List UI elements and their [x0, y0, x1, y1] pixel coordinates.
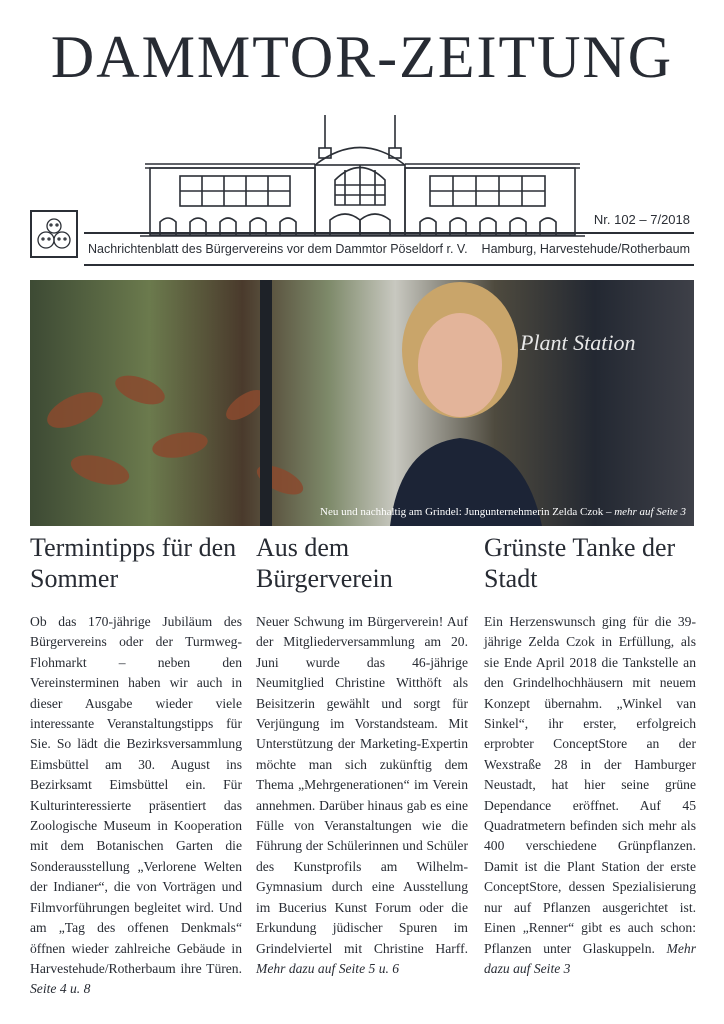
article-body: Ob das 170-jährige Jubiläum des Bürgervereins oder der Turmweg-Flohmarkt – neben den Vereinsterminen haben wir auch in dieser Ausgabe wieder viele interessante Veranstaltungstipps für Sie. So lädt die Bezirksversammlung Eimsbüttel am 30. August ins Bezirksamt Eimsbüttel ein. Für Kulturinteressierte präsentiert das Zoologische Museum in Kooperation mit dem Botanischen Garten die Sonderausstellung „Verlorene Welten der Indianer“, die von Vorträgen und Filmvorführungen begleitet wird. Und am „Tag des offenen Denkmals“ öffnen wieder zahlreiche Gebäude in Harvestehude/Rotherbaum ihre Türen. Seite 4 u. 8	[30, 614, 242, 997]
article-page-ref: Mehr dazu auf Seite 3	[484, 940, 696, 976]
photo-caption	[320, 506, 686, 518]
location-line: Hamburg, Harvestehude/Rotherbaum	[481, 242, 690, 256]
article-body: Ein Herzenswunsch ging für die 39-jährige Zelda Czok in Erfüllung, als sie Ende April 2018 die Tankstelle an den Grindelhochhäusern mit neuem Konzept übernahm. „Winkel van Sinkel“, ihr erster, erfolgreich erprobter ConceptStore an der Wexstraße 28 in der Hamburger Neustadt, hat hier seine grüne Dependance eröffnet. Auf 45 Quadratmetern befinden sich mehr als 400 verschiedene Grünpflanzen. Damit ist die Plant Station der erste ConceptStore, dessen Spezialisierung nur auf Pflanzen ausgerichtet ist. Einen „Renner“ gibt es auch schon: Pflanzen unter Glaskuppeln. Mehr dazu auf Seite 3	[484, 614, 696, 976]
article-title: Grünste Tanke der Stadt	[484, 533, 676, 593]
article-gruenste-tanke	[484, 532, 696, 979]
article-body: Neuer Schwung im Bürgerverein! Auf der Mitgliederversammlung am 20. Juni wurde das 46-jährige Neumitglied Christine Witthöft als Beisitzerin gewählt und sorgt für Verjüngung im Vorstandsteam. Mit Unterstützung der Marketing-Expertin möchte man sich zukünftig dem Thema „Mehrgenerationen“ im Verein annehmen. Darüber hinaus gab es eine Fülle von Veranstaltungen wie die Führung der Schülerinnen und Schüler des Kunstprofils am Wilhelm-Gymnasium durch eine Ausstellung im Bucerius Kunst Forum oder die Erkundung jüdischer Spuren im Grindelviertel mit Christine Harff. Mehr dazu auf Seite 5 u. 6	[256, 614, 468, 976]
header-rule-bottom	[84, 264, 694, 266]
issue-number: Nr. 102 – 7/2018	[593, 212, 690, 227]
publisher-line: Nachrichtenblatt des Bürgervereins vor dem Dammtor Pöseldorf r. V.	[88, 242, 468, 256]
article-termintipps	[30, 532, 242, 1000]
masthead-title: DAMMTOR-ZEITUNG	[50, 24, 674, 90]
article-buergerverein	[256, 532, 468, 979]
cover-photo-illustration	[30, 280, 694, 526]
article-page-ref: Mehr dazu auf Seite 5 u. 6	[256, 960, 400, 976]
photo-caption-ref: mehr auf Seite 3	[614, 506, 686, 518]
association-logo	[30, 210, 78, 258]
article-title: Termintipps für den Sommer	[30, 533, 237, 593]
plant-station-sign: Plant Station	[520, 330, 636, 355]
header-rule-top	[84, 232, 694, 234]
cover-photo	[30, 280, 694, 526]
faces-icon	[32, 212, 76, 256]
article-page-ref: Seite 4 u. 8	[30, 981, 91, 997]
photo-caption-text: Neu und nachhaltig am Grindel: Jungunternehmerin Zelda Czok –	[320, 506, 612, 518]
dammtor-building-illustration	[140, 110, 585, 238]
article-title: Aus dem Bürgerverein	[256, 533, 393, 593]
